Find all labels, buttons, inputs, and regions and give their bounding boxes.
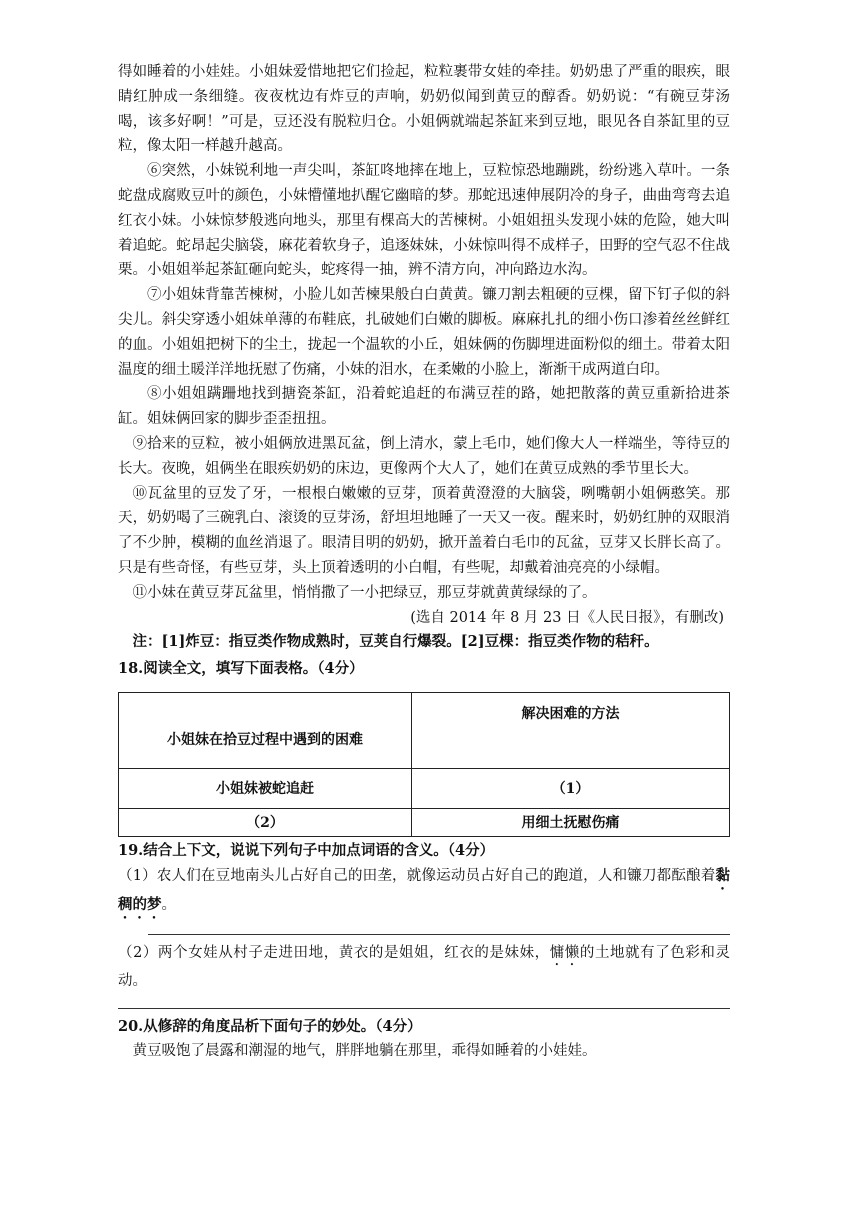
paragraph-8: ⑧小姐姐蹒跚地找到搪瓷茶缸，沿着蛇追赶的布满豆茬的路，她把散落的黄豆重新拾进茶缸。姐妹俩回家的脚步歪歪扭扭。 [118,386,730,428]
annotation-note: 注：[1]炸豆：指豆类作物成熟时，豆荚自行爆裂。[2]豆棵：指豆类作物的秸秆。 [132,633,659,651]
paragraph-9: ⑨拾来的豆粒，被小姐俩放进黑瓦盆，倒上清水，蒙上毛巾，她们像大人一样端坐，等待豆的长大。夜晚，姐俩坐在眼疾奶奶的床边，更像两个大人了，她们在黄豆成熟的季节里长大。 [118,435,730,477]
item-2-post: 的土地就有了色彩和灵动。 [118,944,730,989]
question-18-title: 18.阅读全文，填写下面表格。（4分） [118,660,364,678]
paragraph-11: ⑪小妹在黄豆芽瓦盆里，悄悄撒了一小把绿豆，那豆芽就黄黄绿绿的了。 [132,584,597,601]
table-cell-snake-chase: 小姐妹被蛇追赶 [119,768,412,808]
exam-page [118,60,730,1064]
table-header-method: 解决困难的方法 [412,692,730,768]
question-19-title: 19.结合上下文，说说下列句子中加点词语的含义。（4分） [118,841,495,859]
dotted-phrase-sticky-dream: 黏稠的梦 [118,866,730,913]
paragraph-7: ⑦小姐妹背靠苦楝树，小脸儿如苦楝果般白白黄黄。镰刀割去粗硬的豆棵，留下钉子似的斜尖儿。斜尖穿透小姐妹单薄的布鞋底，扎破她们白嫩的脚板。麻麻扎扎的细小伤口渗着丝丝鲜红的血。小姐姐把树下的尘土，拢起一个温软的小丘，姐妹俩的伤脚埋进面粉似的细土。带着太阳温度的细土暖洋洋地抚慰了伤痛，小妹的泪水，在柔嫩的小脸上，渐渐干成两道白印。 [118,287,730,378]
table-cell-answer-1[interactable]: （1） [412,768,730,808]
table-header-difficulty: 小姐妹在拾豆过程中遇到的困难 [119,692,412,768]
question-20-title: 20.从修辞的角度品析下面句子的妙处。（4分） [118,1017,422,1035]
item-1-text: （1）农人们在豆地南头儿占好自己的田垄，就像运动员占好自己的跑道，人和镰刀都酝酿着 [118,867,716,884]
question-20-sentence: 黄豆吸饱了晨露和潮湿的地气，胖胖地躺在那里，乖得如睡着的小娃娃。 [132,1043,597,1060]
question-19-item-2 [118,941,730,994]
question-18-table [118,692,730,837]
item-2-pre: （2）两个女娃从村子走进田地，黄衣的是姐姐，红衣的是妹妹， [118,944,550,961]
dotted-word-lazy: 慵懒 [549,944,580,961]
paragraph-10: ⑩瓦盆里的豆发了牙，一根根白嫩嫩的豆芽，顶着黄澄澄的大脑袋，咧嘴朝小姐俩憨笑。那天，奶奶喝了三碗乳白、滚烫的豆芽汤，舒坦坦地睡了一天又一夜。醒来时，奶奶红肿的双眼消了不少肿，模糊的血丝消退了。眼清目明的奶奶，掀开盖着白毛巾的瓦盆，豆芽又长胖长高了。只是有些奇怪，有些豆芽，头上顶着透明的小白帽，有些呢，却戴着油亮亮的小绿帽。 [118,485,730,576]
answer-line-19-1[interactable] [148,934,730,935]
paragraph-continued: 得如睡着的小娃娃。小姐妹爱惜地把它们捡起，粒粒裹带女娃的牵挂。奶奶患了严重的眼疾，眼睛红肿成一条细缝。夜夜枕边有炸豆的声响，奶奶似闻到黄豆的醇香。奶奶说：“有碗豆芽汤喝，该多好啊！”可是，豆还没有脱粒归仓。小姐俩就端起茶缸来到豆地，眼见各自茶缸里的豆粒，像太阳一样越升越高。 [118,64,730,155]
question-19-item-1 [118,864,730,922]
table-cell-soil-soothe: 用细土抚慰伤痛 [412,808,730,836]
answer-line-19-2[interactable] [118,1008,730,1009]
paragraph-6: ⑥突然，小妹锐利地一声尖叫，茶缸咚地摔在地上，豆粒惊恐地蹦跳，纷纷逃入草叶。一条蛇盘成腐败豆叶的颜色，小妹懵懂地扒醒它幽暗的梦。那蛇迅速伸展阴冷的身子，曲曲弯弯去追红衣小妹。小妹惊梦般逃向地头，那里有棵高大的苦楝树。小姐姐扭头发现小妹的危险，她大叫着追蛇。蛇昂起尖脑袋，麻花着软身子，追逐妹妹，小妹惊叫得不成样子，田野的空气忍不住战栗。小姐姐举起茶缸砸向蛇头，蛇疼得一抽，辨不清方向，冲向路边水沟。 [118,163,730,279]
source-citation: (选自 2014 年 8 月 23 日《人民日报》，有删改) [410,609,724,626]
table-cell-answer-2[interactable]: （2） [119,808,412,836]
item-1-tail: 。 [161,896,176,913]
